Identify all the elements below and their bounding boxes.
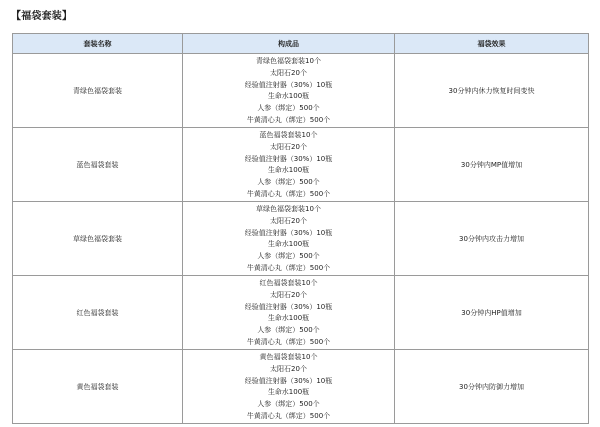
component-item: 牛黄清心丸（绑定）500个 xyxy=(246,264,331,273)
components-cell xyxy=(183,202,395,276)
components-list xyxy=(183,54,394,127)
components-cell xyxy=(183,276,395,350)
component-item: 生命水100瓶 xyxy=(267,314,310,323)
component-item: 人参（绑定）500个 xyxy=(257,178,320,187)
component-item: 经验值注射器（30%）10瓶 xyxy=(244,228,333,237)
components-list xyxy=(183,276,394,349)
set-effect: 30分钟内休力恢复时间变快 xyxy=(448,86,535,95)
components-cell xyxy=(183,128,395,202)
set-name-cell xyxy=(13,276,183,350)
components-list xyxy=(183,202,394,275)
component-item: 人参（绑定）500个 xyxy=(257,252,320,261)
effect-cell xyxy=(395,202,589,276)
component-item: 牛黄清心丸（绑定）500个 xyxy=(246,190,331,199)
components-cell xyxy=(183,54,395,128)
page-title: 【福袋套装】 xyxy=(11,11,73,22)
table-row xyxy=(13,128,589,202)
component-item: 经验值注射器（30%）10瓶 xyxy=(244,154,333,163)
header-components: 构成品 xyxy=(183,34,395,54)
set-effect: 30分钟内防御力增加 xyxy=(459,382,524,391)
component-item: 蓝色福袋套装10个 xyxy=(259,130,318,139)
set-name: 蓝色福袋套装 xyxy=(76,160,119,169)
effect-cell xyxy=(395,54,589,128)
set-name: 青绿色福袋套装 xyxy=(73,86,122,95)
effect-cell xyxy=(395,128,589,202)
table-row xyxy=(13,202,589,276)
component-item: 红色福袋套装10个 xyxy=(259,278,318,287)
component-item: 太阳石20个 xyxy=(270,290,307,299)
component-item: 人参（绑定）500个 xyxy=(257,400,320,409)
component-item: 牛黄清心丸（绑定）500个 xyxy=(246,412,331,421)
set-name-cell xyxy=(13,350,183,424)
effect-cell xyxy=(395,350,589,424)
set-name-cell xyxy=(13,128,183,202)
table-row xyxy=(13,54,589,128)
component-item: 经验值注射器（30%）10瓶 xyxy=(244,302,333,311)
component-item: 黄色福袋套装10个 xyxy=(259,352,318,361)
set-name-cell xyxy=(13,202,183,276)
component-item: 牛黄清心丸（绑定）500个 xyxy=(246,338,331,347)
set-effect: 30分钟内MP值增加 xyxy=(460,160,523,169)
component-item: 生命水100瓶 xyxy=(267,240,310,249)
components-list xyxy=(183,128,394,201)
bundle-table xyxy=(12,33,589,424)
component-item: 生命水100瓶 xyxy=(267,92,310,101)
component-item: 生命水100瓶 xyxy=(267,166,310,175)
table-row xyxy=(13,350,589,424)
table-header-row xyxy=(13,34,589,54)
component-item: 太阳石20个 xyxy=(270,364,307,373)
component-item: 牛黄清心丸（绑定）500个 xyxy=(246,116,331,125)
component-item: 人参（绑定）500个 xyxy=(257,104,320,113)
component-item: 草绿色福袋套装10个 xyxy=(256,204,321,213)
components-cell xyxy=(183,350,395,424)
component-item: 经验值注射器（30%）10瓶 xyxy=(244,376,333,385)
set-name: 红色福袋套装 xyxy=(76,308,119,317)
component-item: 太阳石20个 xyxy=(270,216,307,225)
components-list xyxy=(183,350,394,423)
effect-cell xyxy=(395,276,589,350)
component-item: 生命水100瓶 xyxy=(267,388,310,397)
table-row xyxy=(13,276,589,350)
component-item: 经验值注射器（30%）10瓶 xyxy=(244,80,333,89)
component-item: 青绿色福袋套装10个 xyxy=(256,56,321,65)
set-name: 草绿色福袋套装 xyxy=(73,234,122,243)
set-effect: 30分钟内HP值增加 xyxy=(461,308,522,317)
component-item: 太阳石20个 xyxy=(270,142,307,151)
set-name: 黄色福袋套装 xyxy=(76,382,119,391)
header-set-name: 套装名称 xyxy=(13,34,183,54)
component-item: 太阳石20个 xyxy=(270,68,307,77)
component-item: 人参（绑定）500个 xyxy=(257,326,320,335)
set-effect: 30分钟内攻击力增加 xyxy=(459,234,524,243)
set-name-cell xyxy=(13,54,183,128)
header-effect: 福袋效果 xyxy=(395,34,589,54)
